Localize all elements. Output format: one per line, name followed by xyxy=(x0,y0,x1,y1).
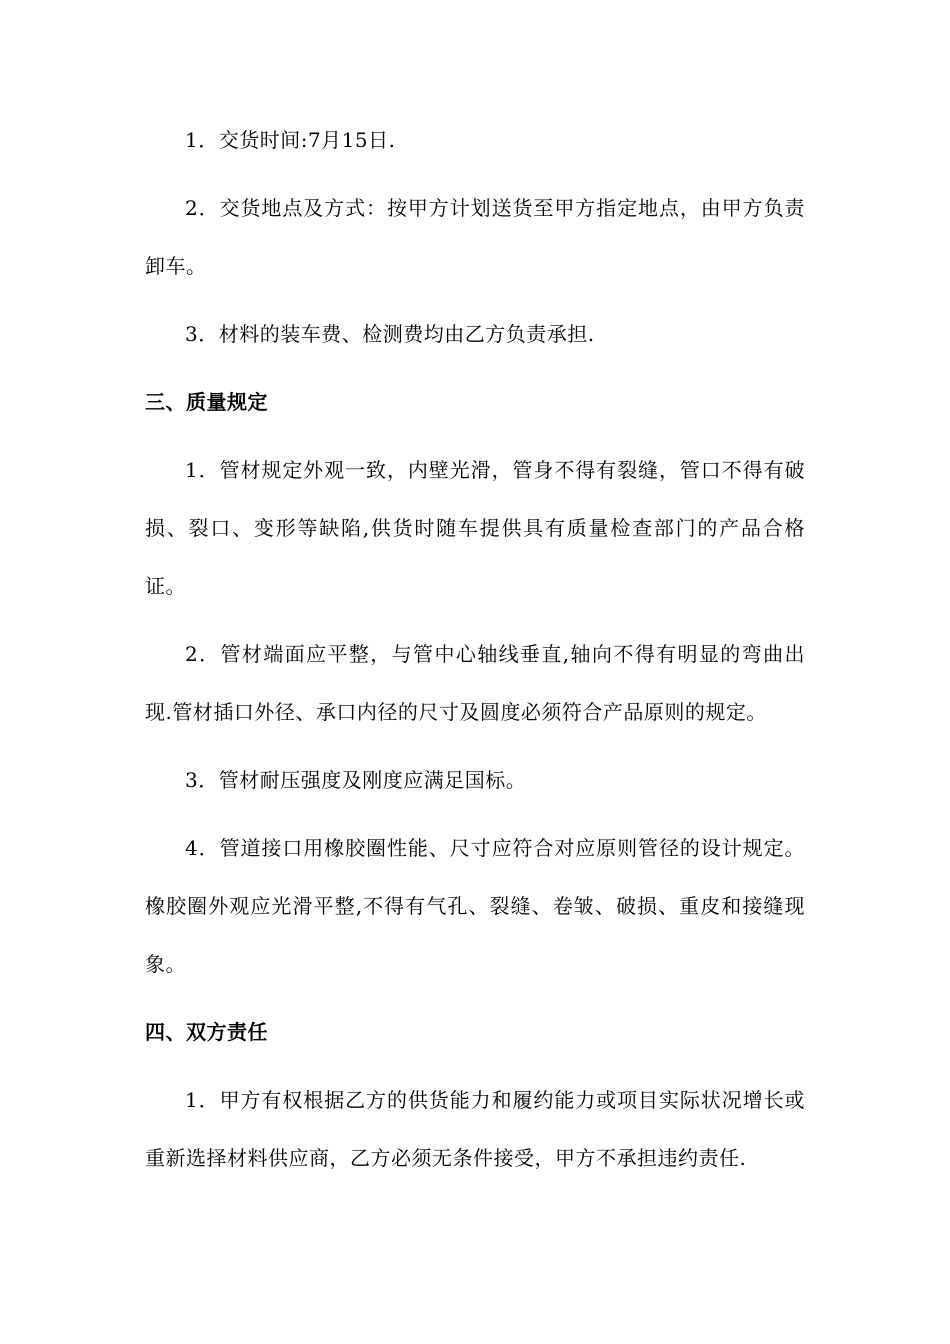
section-heading-responsibilities: 四、双方责任 xyxy=(145,1020,268,1044)
delivery-time-paragraph: 1．交货时间:7月15日. xyxy=(185,128,396,152)
document-body xyxy=(145,111,805,1197)
loading-fee-paragraph: 3．材料的装车费、检测费均由乙方负责承担. xyxy=(185,322,595,346)
section-heading-quality: 三、质量规定 xyxy=(145,390,268,414)
delivery-location-paragraph: 2．交货地点及方式：按甲方计划送货至甲方指定地点，由甲方负责卸车。 xyxy=(145,196,805,278)
quality-clause-1: 1．管材规定外观一致，内壁光滑，管身不得有裂缝，管口不得有破损、裂口、变形等缺陷,供货时随车提供具有质量检查部门的产品合格证。 xyxy=(145,458,805,598)
quality-clause-4: 4．管道接口用橡胶圈性能、尺寸应符合对应原则管径的设计规定。橡胶圈外观应光滑平整,不得有气孔、裂缝、卷皱、破损、重皮和接缝现象。 xyxy=(145,836,805,976)
quality-clause-3: 3．管材耐压强度及刚度应满足国标。 xyxy=(185,768,527,792)
quality-clause-2: 2．管材端面应平整，与管中心轴线垂直,轴向不得有明显的弯曲出现.管材插口外径、承口内径的尺寸及圆度必须符合产品原则的规定。 xyxy=(145,642,805,724)
responsibility-clause-1: 1．甲方有权根据乙方的供货能力和履约能力或项目实际状况增长或重新选择材料供应商，乙方必须无条件接受，甲方不承担违约责任. xyxy=(145,1088,805,1170)
